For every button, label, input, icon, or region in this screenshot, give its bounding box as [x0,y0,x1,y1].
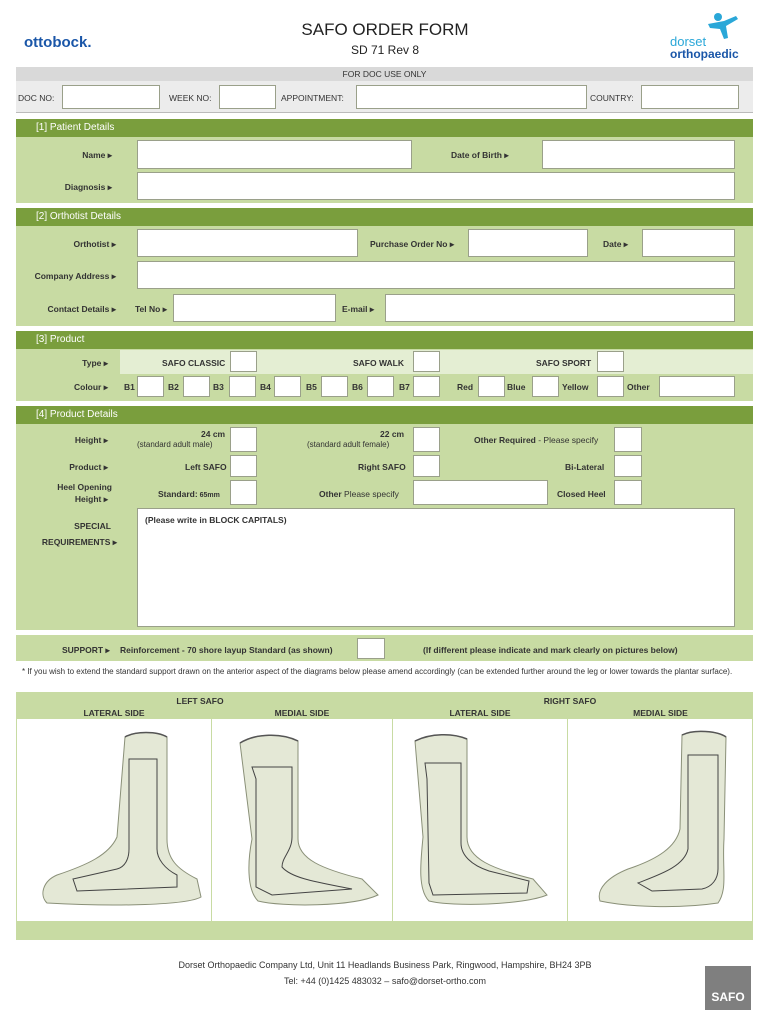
heel-height-label: Height ▸ [74,494,108,504]
colour-red-checkbox[interactable] [478,376,505,397]
safo-walk-checkbox[interactable] [413,351,440,372]
product-heading: [3] Product [16,331,753,349]
week-no-field[interactable] [219,85,276,109]
figure-icon [704,12,744,42]
colour-b7-label: B7 [399,382,410,392]
special-requirements-field[interactable] [137,508,735,627]
safo-classic-checkbox[interactable] [230,351,257,372]
right-safo-label: Right SAFO [358,462,406,472]
dob-label: Date of Birth ▸ [451,150,509,160]
tel-label: Tel No ▸ [135,304,167,314]
colour-other-checkbox[interactable] [659,376,735,397]
support-standard-text: Reinforcement - 70 shore layup Standard (as shown) [120,645,333,655]
colour-blue-checkbox[interactable] [532,376,559,397]
safo-sport-label: SAFO SPORT [536,358,592,368]
po-label: Purchase Order No ▸ [370,239,455,249]
tel-field[interactable] [173,294,336,322]
standard-65-checkbox[interactable] [230,480,257,505]
other-required-label [474,435,598,445]
colour-other-label: Other [627,382,650,392]
height-24-checkbox[interactable] [230,427,257,452]
contact-details-label: Contact Details ▸ [47,304,116,314]
right-medial-diagram[interactable] [568,719,752,921]
country-label: COUNTRY: [590,93,634,103]
other-heel-hint: Please specify [341,489,399,499]
week-no-label: WEEK NO: [169,93,212,103]
email-label: E-mail ▸ [342,304,375,314]
support-footnote: * If you wish to extend the standard support drawn on the anterior aspect of the diagrams below please amend accordingly (can be extended further around the leg or lower towards the plantar surface). [22,667,733,676]
other-required-hint: - Please specify [535,435,599,445]
right-medial-heading: MEDIAL SIDE [633,708,688,718]
left-medial-heading: MEDIAL SIDE [274,708,330,718]
left-safo-checkbox[interactable] [230,455,257,477]
other-heel-field[interactable] [413,480,548,505]
patient-details-heading: [1] Patient Details [16,119,753,137]
doc-no-field[interactable] [62,85,160,109]
bilateral-checkbox[interactable] [614,455,642,477]
safo-foot-right-lateral-icon [393,719,567,921]
safo-foot-right-medial-icon [568,719,752,921]
colour-b5-label: B5 [306,382,317,392]
left-lateral-diagram[interactable] [17,719,211,921]
other-heel-text: Other [319,489,342,499]
block-capitals-hint: (Please write in BLOCK CAPITALS) [145,515,287,525]
safo-classic-label: SAFO CLASSIC [162,358,226,368]
appointment-field[interactable] [356,85,587,109]
colour-b2-label: B2 [168,382,179,392]
safo-badge [705,966,751,1010]
left-lateral-heading: LATERAL SIDE [83,708,145,718]
other-required-text: Other Required [474,435,536,445]
safo-foot-left-lateral-icon [17,719,211,921]
colour-yellow-checkbox[interactable] [597,376,624,397]
support-label: SUPPORT ▸ [62,645,110,655]
appointment-label: APPOINTMENT: [281,93,344,103]
colour-yellow-label: Yellow [562,382,589,392]
support-note: (If different please indicate and mark clearly on pictures below) [423,645,678,655]
left-medial-diagram[interactable] [212,719,392,921]
right-lateral-diagram[interactable] [393,719,567,921]
diagnosis-field[interactable] [137,172,735,200]
colour-b1-label: B1 [124,382,135,392]
safo-badge-text: SAFO [711,990,745,1004]
orthopaedic-text: orthopaedic [670,47,739,61]
left-safo-label: Left SAFO [185,462,227,472]
orthotist-label: Orthotist ▸ [73,239,116,249]
colour-blue-label: Blue [507,382,526,392]
name-field[interactable] [137,140,412,169]
height-22-label: 22 cm [380,429,405,439]
special-label: SPECIAL [74,521,111,531]
colour-b6-checkbox[interactable] [367,376,394,397]
footer-contact: Tel: +44 (0)1425 483032 – safo@dorset-ortho.com [283,976,486,986]
company-address-field[interactable] [137,261,735,289]
standard-text: Standard: [158,489,198,499]
colour-b5-checkbox[interactable] [321,376,348,397]
height-24-label: 24 cm [201,429,226,439]
requirements-label: REQUIREMENTS ▸ [41,537,117,547]
heel-opening-label: Heel Opening [57,482,112,492]
bilateral-label: Bi-Lateral [565,462,605,472]
diagnosis-label: Diagnosis ▸ [64,182,112,192]
dob-field[interactable] [542,140,735,169]
height-22-note: (standard adult female) [307,440,390,449]
colour-b3-checkbox[interactable] [229,376,256,397]
height-22-checkbox[interactable] [413,427,440,452]
date-label: Date ▸ [603,239,629,249]
form-title: SAFO ORDER FORM [301,20,469,39]
type-label: Type ▸ [82,358,108,368]
support-checkbox[interactable] [357,638,385,659]
orthotist-details-heading: [2] Orthotist Details [16,208,753,226]
colour-b1-checkbox[interactable] [137,376,164,397]
standard-65-label [158,489,220,499]
po-field[interactable] [468,229,588,257]
colour-red-label: Red [457,382,474,392]
ottobock-logo: ottobock. [24,34,92,51]
other-required-checkbox[interactable] [614,427,642,452]
right-lateral-heading: LATERAL SIDE [449,708,511,718]
colour-b3-label: B3 [213,382,224,392]
product-label: Product ▸ [69,462,108,472]
height-label: Height ▸ [74,435,108,445]
dorset-text: dorset [670,34,707,49]
doc-use-banner: FOR DOC USE ONLY [16,67,753,81]
product-details-heading: [4] Product Details [16,406,753,424]
country-field[interactable] [641,85,739,109]
date-field[interactable] [642,229,735,257]
colour-b4-checkbox[interactable] [274,376,301,397]
colour-label: Colour ▸ [73,382,108,392]
doc-no-label: DOC NO: [18,93,55,103]
height-24-note: (standard adult male) [137,440,213,449]
dorset-logo [668,12,748,62]
closed-heel-checkbox[interactable] [614,480,642,505]
safo-foot-left-medial-icon [212,719,392,921]
safo-sport-checkbox[interactable] [597,351,624,372]
email-field[interactable] [385,294,735,322]
right-safo-heading: RIGHT SAFO [543,696,597,706]
company-address-label: Company Address ▸ [34,271,116,281]
closed-heel-label: Closed Heel [557,489,606,499]
left-safo-heading: LEFT SAFO [176,696,224,706]
footer-address: Dorset Orthopaedic Company Ltd, Unit 11 Headlands Business Park, Ringwood, Hampshire, BH24 3PB [178,960,592,970]
right-safo-checkbox[interactable] [413,455,440,477]
safo-walk-label: SAFO WALK [353,358,404,368]
name-label: Name ▸ [82,150,112,160]
other-heel-label [319,489,399,499]
colour-b7-checkbox[interactable] [413,376,440,397]
standard-mm: 65mm [197,492,220,499]
colour-b2-checkbox[interactable] [183,376,210,397]
orthotist-field[interactable] [137,229,358,257]
colour-b6-label: B6 [352,382,363,392]
colour-b4-label: B4 [260,382,271,392]
form-revision: SD 71 Rev 8 [350,43,420,57]
